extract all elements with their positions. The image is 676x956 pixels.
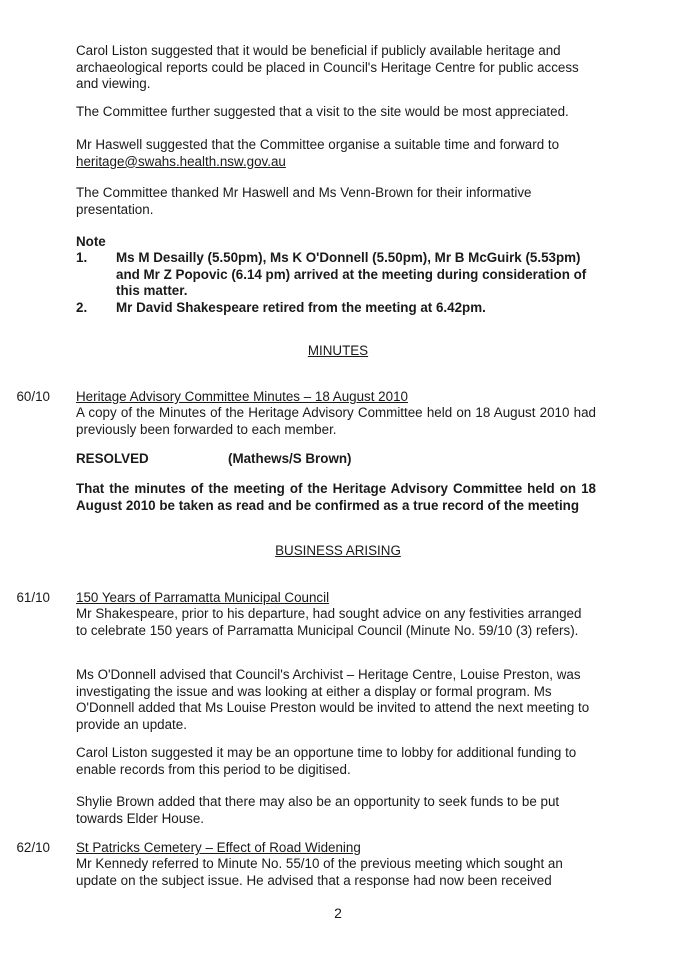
minute-number: 61/10 [16,590,50,605]
minute-body: Mr Kennedy referred to Minute No. 55/10 of the previous meeting which sought an update on the subject issue. He advised that a response had now been received [76,856,563,888]
minute-number: 62/10 [16,840,50,855]
note-heading: Note [76,234,106,249]
resolved-label: RESOLVED [76,451,149,466]
minute-paragraph: Shylie Brown added that there may also be an opportunity to seek funds to be put towards Elder House. [76,794,560,826]
paragraph-haswell-text: Mr Haswell suggested that the Committee organise a suitable time and forward to [76,137,560,152]
minute-number: 60/10 [16,389,50,404]
minute-body: A copy of the Minutes of the Heritage Advisory Committee held on 18 August 2010 had previously been forwarded to each member. [76,405,596,437]
minute-title: St Patricks Cemetery – Effect of Road Widening [76,840,361,855]
note-item-number: 1. [76,250,88,265]
paragraph-heritage-reports: Carol Liston suggested that it would be beneficial if publicly available heritage and archaeological reports could be placed in Council's Heritage Centre for public access and viewing. [76,43,579,92]
resolved-movers: (Mathews/S Brown) [228,451,352,466]
minute-title: Heritage Advisory Committee Minutes – 18 August 2010 [76,389,408,404]
paragraph-thanks: The Committee thanked Mr Haswell and Ms Venn-Brown for their informative presentation. [76,185,532,217]
minute-paragraph: Ms O'Donnell advised that Council's Archivist – Heritage Centre, Louise Preston, was investigating the issue and was looking at either a display or formal program. Ms O'Donnell added that Ms Louise Preston would be invited to attend the next meeting to provide an update. [76,667,590,732]
minute-title: 150 Years of Parramatta Municipal Council [76,590,330,605]
note-item-text: Ms M Desailly (5.50pm), Ms K O'Donnell (5.50pm), Mr B McGuirk (5.53pm) and Mr Z Popovic (6.14 pm) arrived at the meeting during consideration of this matter. [116,250,587,299]
paragraph-haswell-suggestion [76,137,596,170]
minute-paragraph: Carol Liston suggested it may be an opportune time to lobby for additional funding to enable records from this period to be digitised. [76,745,577,777]
email-link[interactable]: heritage@swahs.health.nsw.gov.au [76,153,286,169]
paragraph-site-visit: The Committee further suggested that a visit to the site would be most appreciated. [76,104,569,119]
section-heading-business-arising: BUSINESS ARISING [275,543,401,558]
resolution-text: That the minutes of the meeting of the Heritage Advisory Committee held on 18 August 2010 be taken as read and be confirmed as a true record of the meeting [76,481,596,513]
note-item-text: Mr David Shakespeare retired from the meeting at 6.42pm. [116,300,486,315]
section-heading-minutes: MINUTES [307,343,369,358]
minute-paragraph: Mr Shakespeare, prior to his departure, had sought advice on any festivities arranged to celebrate 150 years of Parramatta Municipal Council (Minute No. 59/10 (3) refers). [76,606,582,638]
note-item-number: 2. [76,300,88,315]
page-number: 2 [334,905,342,921]
